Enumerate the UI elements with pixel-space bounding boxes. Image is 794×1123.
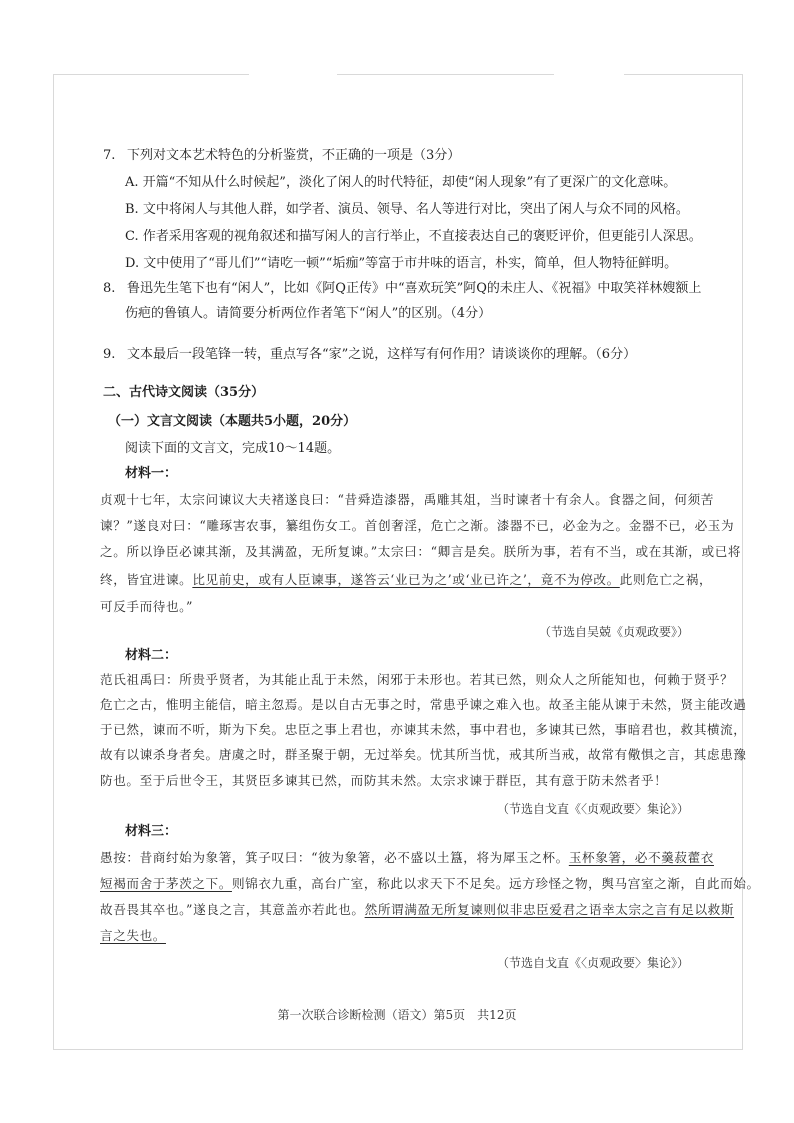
material-2-line: 于已然，谏而不听，斯为下矣。忠臣之事上君也，亦谏其未然，事中君也，多谏其已然，事暗君也，救其横流， — [100, 722, 747, 737]
section-title: 二、古代诗文阅读（35分） — [103, 385, 265, 400]
text-segment: 终，皆宜进谏。 — [100, 572, 193, 587]
question-9 — [103, 345, 636, 365]
question-number: 7. — [103, 148, 116, 163]
text-segment: 愚按：昔商纣始为象箸，箕子叹曰：“彼为象箸，必不盛以土簋，将为犀玉之杯。 — [100, 850, 569, 865]
text-segment: 故吾畏其卒也。”遂良之言，其意盖亦若此也。 — [100, 902, 365, 917]
page-footer: 第一次联合诊断检测（语文）第5页 共12页 — [277, 1008, 517, 1022]
reading-instruction: 阅读下面的文言文，完成10～14题。 — [125, 441, 341, 456]
material-2-line: 危亡之古，惟明主能信，暗主忽焉。是以自古无事之时，常患乎谏之难入也。故圣主能从谏于未然，贤主能改過 — [100, 697, 747, 712]
question-stem: 鲁迅先生笔下也有“闲人”，比如《阿Q正传》中“喜欢玩笑”阿Q的未庄人、《祝福》中取笑祥林嫂额上 — [127, 281, 702, 296]
text-segment: 此则危亡之祸， — [619, 572, 713, 587]
frame-gap — [249, 74, 337, 77]
question-number: 9. — [103, 347, 116, 362]
material-2-line: 防也。至于后世令王，其贤臣多谏其已然，而防其未然。太宗求谏于群臣，其有意于防未然者乎！ — [100, 773, 668, 788]
underlined-sentence: 然所谓满盈无所复谏则似非忠臣爱君之语幸太宗之言有足以救斯 — [364, 902, 735, 917]
material-3-line — [100, 926, 166, 946]
underlined-sentence: 比见前史，或有人臣谏事，遂答云‘业已为之’或‘业已许之’，竟不为停改。 — [192, 572, 620, 587]
question-8 — [103, 279, 701, 299]
question-7 — [103, 146, 460, 166]
option-c: C. 作者采用客观的视角叙述和描写闲人的言行举止，不直接表达自己的褒贬评价，但更能引人深思。 — [125, 229, 702, 244]
material-2-label: 材料二： — [125, 648, 178, 663]
question-stem: 下列对文本艺术特色的分析鉴赏，不正确的一项是（3分） — [127, 148, 461, 163]
material-3-line — [100, 900, 734, 920]
text-segment: 则锦衣九重，高台广室，称此以求天下不足矣。远方珍怪之物，舆马宫室之渐，自此而始。 — [231, 876, 760, 891]
material-1-line: 贞观十七年，太宗问谏议大夫褚遂良曰：“昔舜造漆器，禹雕其俎，当时谏者十有余人。食器之间，何须苦 — [100, 492, 714, 507]
source-citation: （节选自戈直《〈贞观政要〉集论》） — [496, 802, 689, 816]
material-1-line: 之。所以诤臣必谏其渐，及其满盈，无所复谏。”太宗曰：“卿言是矣。朕所为事，若有不当，或在其渐，或已将 — [100, 544, 742, 559]
material-3-line — [100, 874, 760, 894]
material-1-label: 材料一： — [125, 466, 178, 481]
question-stem: 文本最后一段笔锋一转，重点写各“家”之说，这样写有何作用？请谈谈你的理解。（6分） — [127, 347, 637, 362]
underlined-sentence: 短褐而舍于茅茨之下。 — [100, 876, 232, 891]
material-3-line — [100, 848, 714, 868]
material-2-line: 故有以谏杀身者矣。唐虞之时，群圣聚于朝，无过举矣。忧其所当忧，戒其所当戒，故常有儆惧之言，其虑患豫 — [100, 747, 747, 762]
material-1-line: 谏？”遂良对曰：“雕琢害农事，纂组伤女工。首创奢淫，危亡之渐。漆器不已，必金为之。金器不已，必玉为 — [100, 518, 735, 533]
question-8-cont: 伤疤的鲁镇人。请简要分析两位作者笔下“闲人”的区别。（4分） — [125, 306, 492, 321]
frame-gap — [554, 74, 624, 77]
option-a: A. 开篇“不知从什么时候起”，淡化了闲人的时代特征，却使“闲人现象”有了更深广的文化意味。 — [125, 175, 677, 190]
material-3-label: 材料三： — [125, 824, 178, 839]
material-1-line: 可反手而待也。” — [100, 599, 194, 614]
source-citation: （节选自戈直《〈贞观政要〉集论》） — [496, 956, 689, 970]
question-number: 8. — [103, 281, 116, 296]
source-citation: （节选自吴兢《贞观政要》） — [538, 625, 689, 639]
option-d: D. 文中使用了“哥儿们”“请吃一顿”“垢痂”等富于市井味的语言，朴实，简单，但人物特征鲜明。 — [125, 256, 678, 271]
material-1-line — [100, 570, 712, 590]
underlined-sentence: 言之失也。 — [100, 928, 166, 943]
option-b: B. 文中将闲人与其他人群，如学者、演员、领导、名人等进行对比，突出了闲人与众不同的风格。 — [125, 202, 689, 217]
underlined-sentence: 玉杯象箸，必不羹菽藿衣 — [568, 850, 714, 865]
subsection-title: （一）文言文阅读（本题共5小题，20分） — [108, 414, 357, 429]
material-2-line: 范氏祖禹曰：所贵乎贤者，为其能止乱于未然，闲邪于未形也。若其已然，则众人之所能知也，何赖于贤乎？ — [100, 672, 734, 687]
